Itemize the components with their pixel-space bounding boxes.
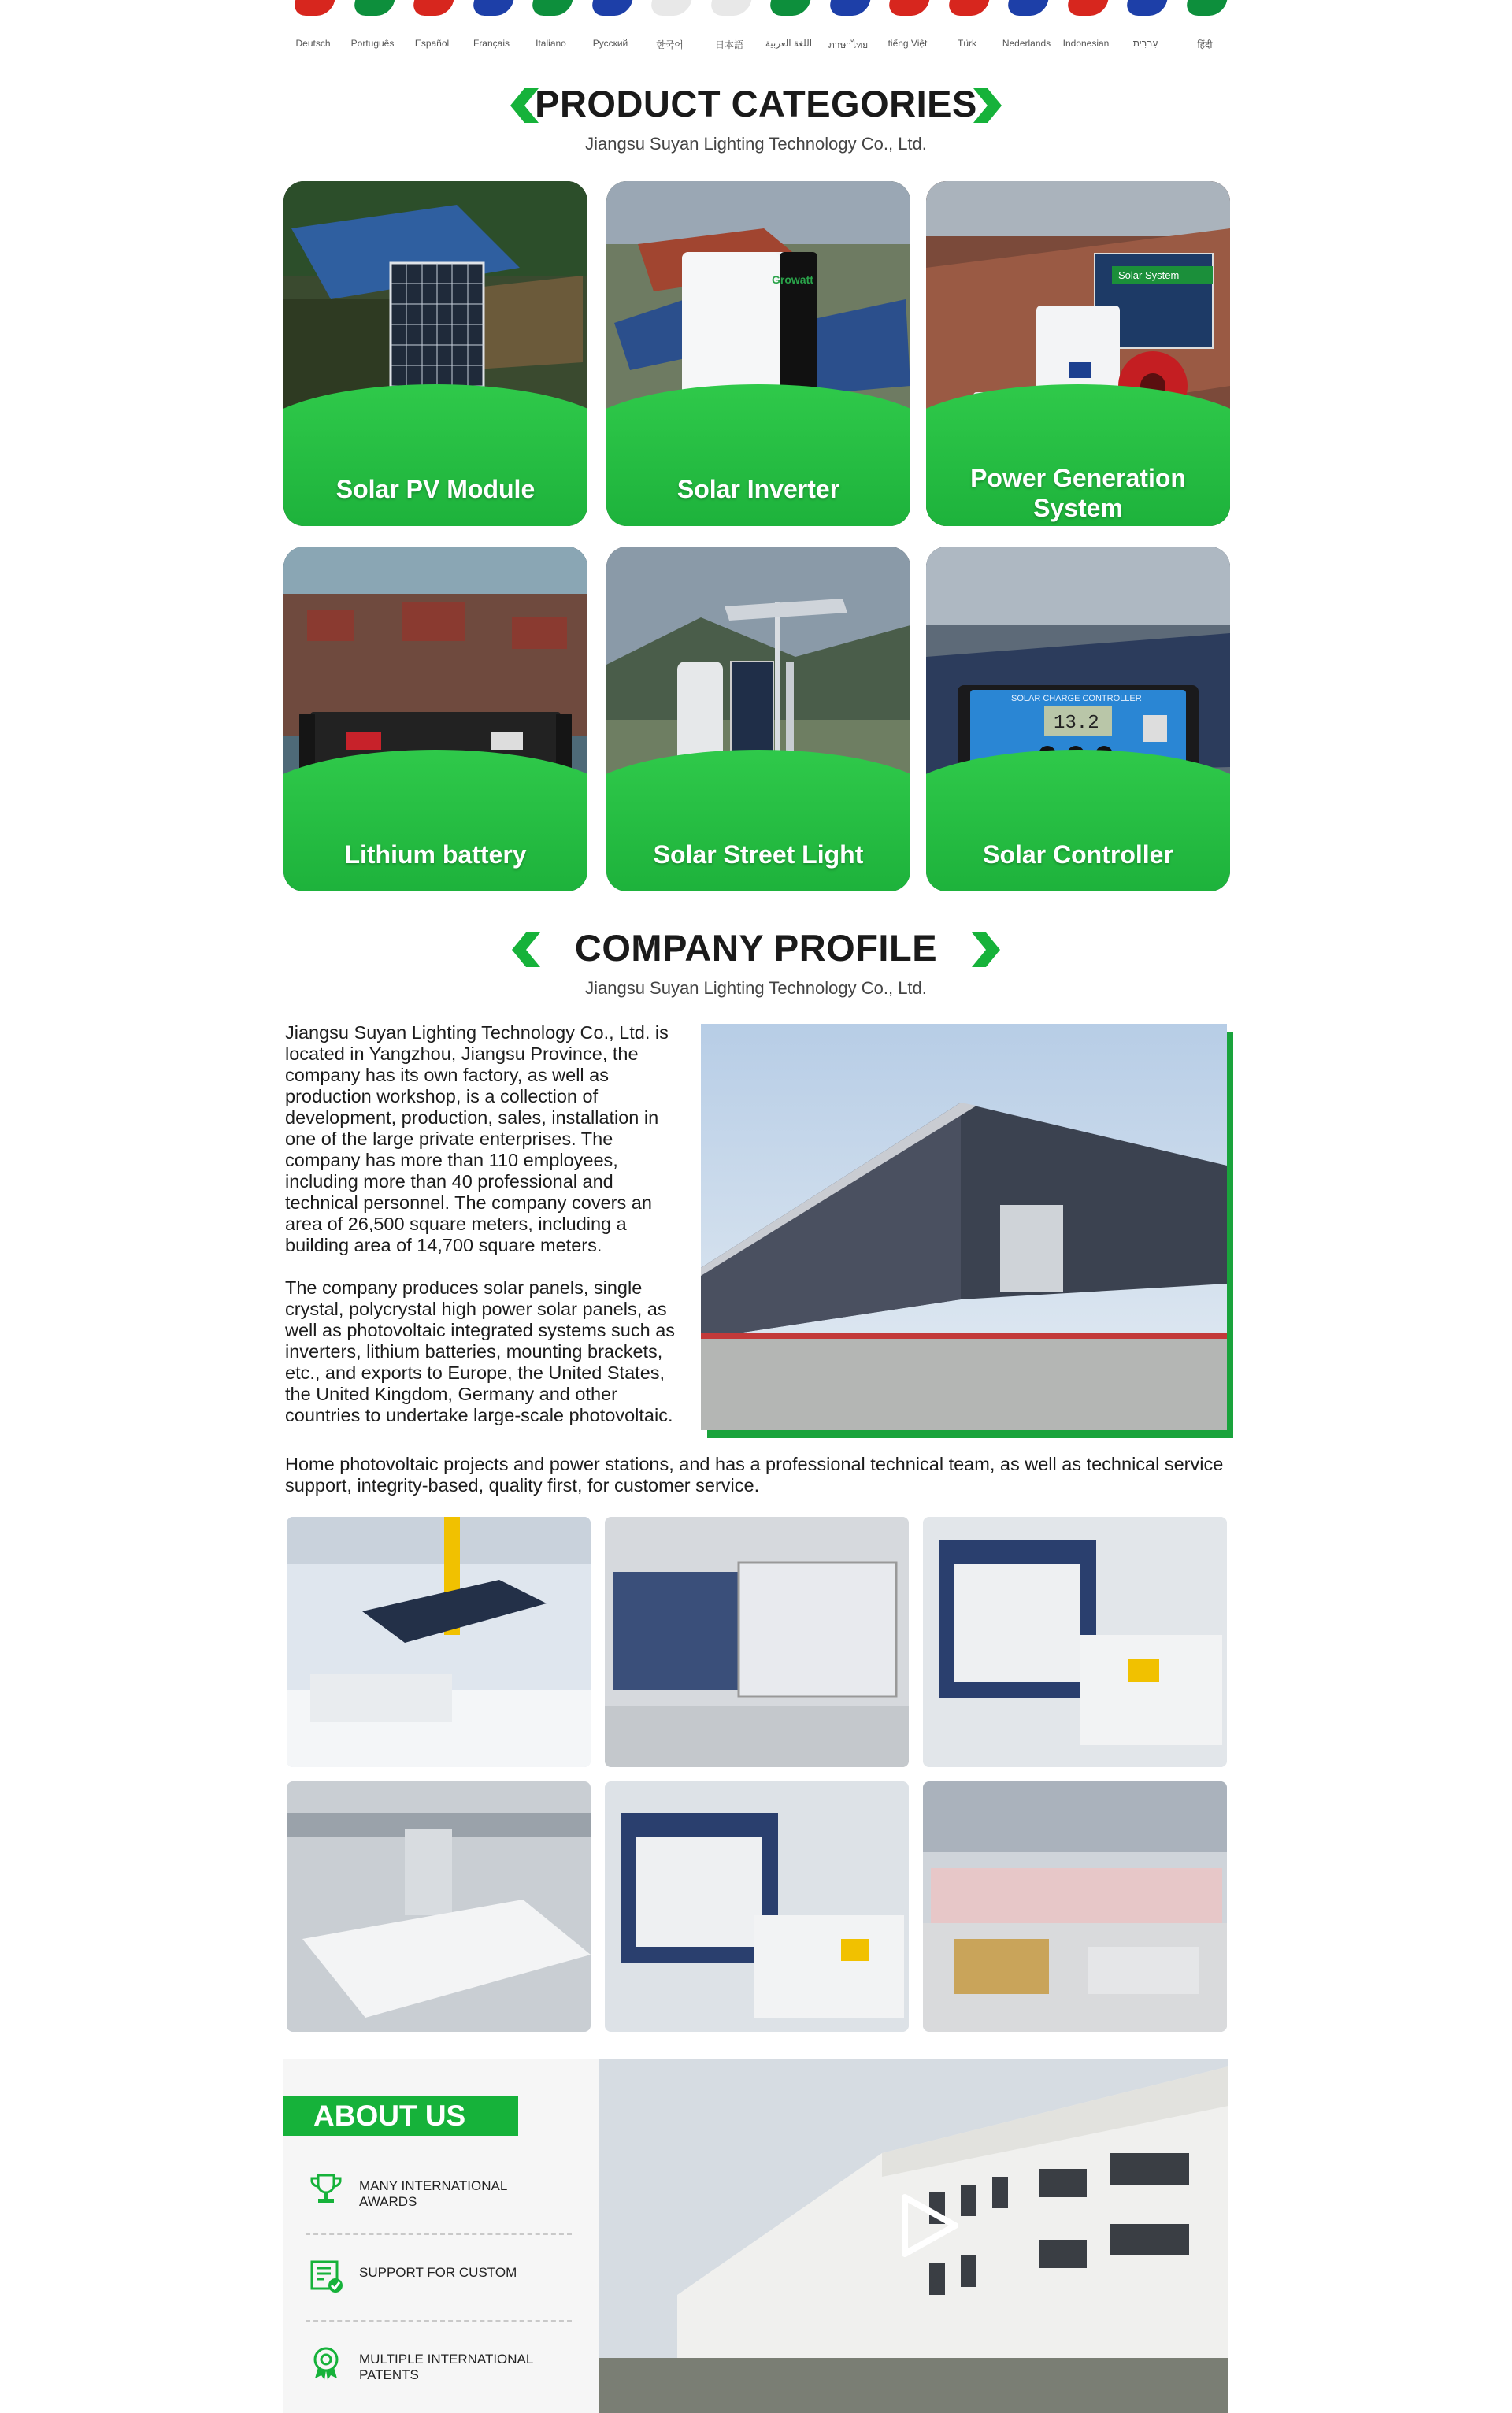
category-card-solar-pv-module[interactable] [284,181,587,526]
flag-icon [351,0,396,16]
language-option[interactable] [1057,0,1116,57]
language-option[interactable] [343,0,402,57]
category-card-solar-street-light[interactable] [606,547,910,891]
profile-paragraph: Jiangsu Suyan Lighting Technology Co., Ltd. is located in Yangzhou, Jiangsu Province, the company has its own factory, as well as production workshop, is a collection of development, production, sales, installation in one of the large private enterprises. The company has more than 110 employees, including more than 40 professional and technical personnel. The company covers an area of 26,500 square meters, including a building area of 14,700 square meters. [285,1022,669,1255]
language-option[interactable] [402,0,461,57]
profile-paragraph: Home photovoltaic projects and power stations, and has a professional technical team, as well as technical service support, integrity-based, quality first, for customer service. [285,1454,1224,1496]
flag-icon [291,0,336,16]
factory-building-image [701,1024,1227,1430]
language-option[interactable] [462,0,521,57]
categories-header [284,82,1228,154]
about-item-patents [306,2322,572,2408]
category-card-lithium-battery[interactable] [284,547,587,891]
language-label: עִברִית [1132,38,1158,49]
workshop-crane-image [287,1517,591,1767]
language-label: Deutsch [295,38,331,49]
chevron-right-icon [972,88,1002,123]
language-label: Indonesian [1062,38,1110,49]
about-item-label: SUPPORT FOR CUSTOM [359,2265,517,2280]
svg-text:SOLAR CHARGE CONTROLLER: SOLAR CHARGE CONTROLLER [1011,694,1142,703]
workshop-photo [605,1517,909,1767]
flag-icon [708,0,753,16]
category-label: Solar Street Light [653,840,864,869]
flag-icon [946,0,991,16]
chevron-right-icon [970,932,1000,967]
laminator-line-image [605,1781,909,2032]
flag-icon [1005,0,1050,16]
panel-assembly-image [605,1517,909,1767]
about-item-awards [306,2148,572,2235]
profile-title: COMPANY PROFILE [574,927,938,969]
language-label: tiếng Việt [888,38,928,49]
profile-paragraph: The company produces solar panels, single crystal, polycrystal high power solar panels, as well as photovoltaic integrated systems such as inverters, lithium batteries, mounting brackets, etc., and exports to Europe, the United States, the United Kingdom, Germany and other countries to undertake large-scale photovoltaic. [285,1277,676,1425]
language-option[interactable] [878,0,937,57]
language-option[interactable] [700,0,759,57]
profile-subtitle: Jiangsu Suyan Lighting Technology Co., Ltd. [585,978,927,998]
checklist-icon [309,2259,343,2293]
language-label: 한국어 [656,39,684,50]
category-card-solar-controller[interactable] [926,547,1230,891]
profile-description [285,1022,688,1426]
robot-arm-image [287,1781,591,2032]
play-icon[interactable] [900,2194,958,2257]
factory-photo [701,1024,1227,1430]
language-option[interactable] [997,0,1056,57]
about-item-label: MULTIPLE INTERNATIONAL PATENTS [359,2352,533,2382]
svg-text:Solar System: Solar System [1118,269,1180,281]
about-title: ABOUT US [284,2096,518,2136]
categories-subtitle: Jiangsu Suyan Lighting Technology Co., Ltd. [585,134,927,154]
language-option[interactable] [819,0,878,57]
workshop-photo [923,1517,1227,1767]
category-label: Solar PV Module [335,475,536,503]
flag-icon [767,0,812,16]
language-label: Русский [592,38,628,49]
svg-text:Growatt: Growatt [772,273,813,286]
flag-icon [1065,0,1110,16]
category-label: Solar Controller [983,840,1173,869]
flag-icon [886,0,931,16]
language-option[interactable] [521,0,580,57]
flag-icon [1124,0,1169,16]
language-option[interactable] [284,0,343,57]
chevron-left-icon [510,88,540,123]
flag-icon [827,0,872,16]
flag-icon [470,0,515,16]
categories-title: PRODUCT CATEGORIES [535,83,977,124]
language-label: Español [414,38,450,49]
workshop-photo [287,1517,591,1767]
language-option[interactable] [1176,0,1235,57]
language-label: 日本語 [714,39,743,50]
language-selector [284,0,1228,57]
language-label: Italiano [536,38,566,49]
language-option[interactable] [759,0,818,57]
svg-text:13.2: 13.2 [1054,713,1099,734]
flag-icon [1184,0,1228,16]
category-label: Power Generation System [970,464,1186,522]
flag-icon [648,0,693,16]
language-option[interactable] [581,0,640,57]
flag-icon [589,0,634,16]
laminator-machine-image [923,1517,1227,1767]
workshop-photo [923,1781,1227,2032]
workshop-photo [287,1781,591,2032]
language-label: اللغة العربية [765,38,813,49]
about-item-label: MANY INTERNATIONAL AWARDS [359,2178,507,2209]
category-label: Lithium battery [344,840,527,869]
flag-icon [529,0,574,16]
medal-icon [309,2345,343,2380]
trophy-icon [309,2172,343,2207]
language-option[interactable] [640,0,699,57]
language-label: Français [472,38,510,49]
language-label: Türk [958,38,976,49]
warehouse-image [923,1781,1227,2032]
about-item-custom [306,2235,572,2322]
category-card-power-generation-system[interactable] [926,181,1230,526]
language-option[interactable] [938,0,997,57]
category-card-solar-inverter[interactable] [606,181,910,526]
chevron-left-icon [512,932,542,967]
language-option[interactable] [1116,0,1175,57]
flag-icon [410,0,455,16]
workshop-photo [605,1781,909,2032]
category-label: Solar Inverter [676,475,840,503]
language-label: ภาษาไทย [828,39,869,50]
language-label: Nederlands [1002,38,1051,49]
profile-header [284,926,1228,999]
language-label: हिंदी [1197,39,1213,50]
language-label: Português [350,38,395,49]
